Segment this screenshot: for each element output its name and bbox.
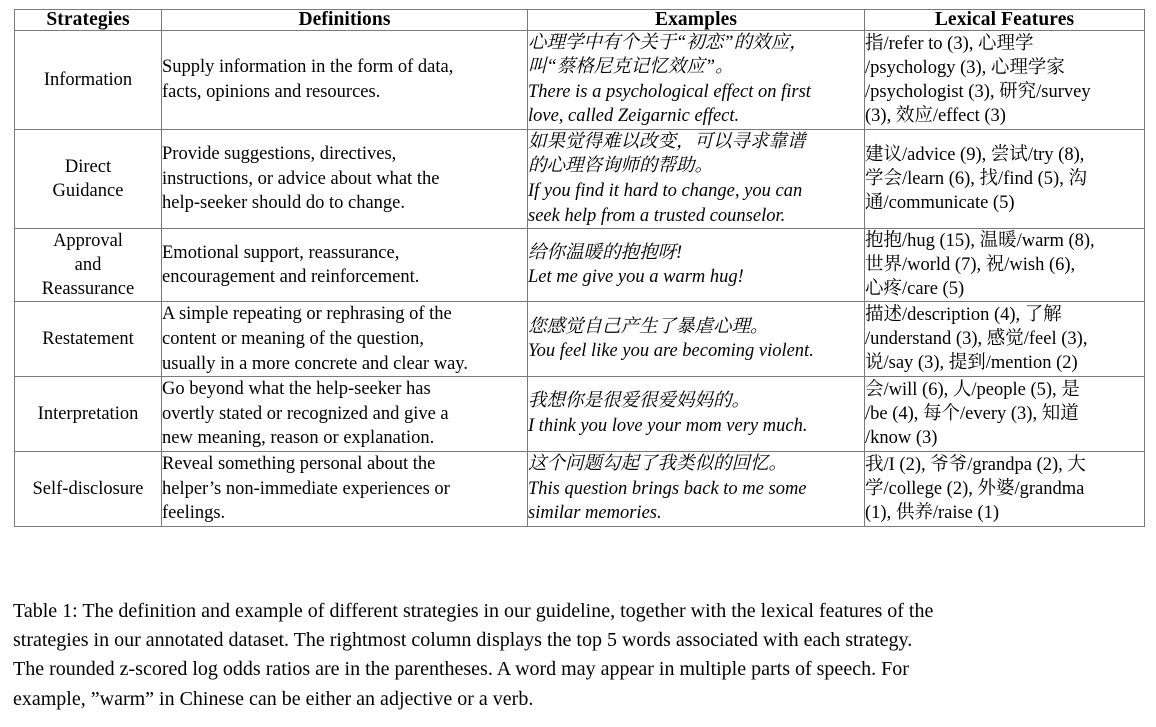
example-english-line: You feel like you are becoming violent.: [528, 341, 814, 362]
definition-cell: [162, 229, 528, 302]
lexical-line: /psychologist (3), 研究/survey: [865, 81, 1091, 102]
example-english-line: If you find it hard to change, you can: [528, 181, 803, 202]
lexical-line: 说/say (3), 提到/mention (2): [865, 353, 1078, 374]
strategy-label: Self-disclosure: [32, 478, 144, 499]
example-chinese-line: 您感觉自己产生了暴虐心理。: [528, 316, 769, 337]
lexical-line: (3), 效应/effect (3): [865, 105, 1006, 126]
lexical-features-cell: [865, 30, 1145, 129]
caption-line: strategies in our annotated dataset. The rightmost column displays the top 5 words associated with each strategy.: [13, 629, 913, 652]
definition-line: overtly stated or recognized and give a: [162, 403, 449, 424]
table-header: [15, 10, 1145, 31]
example-english-line: seek help from a trusted counselor.: [528, 205, 786, 226]
column-header-examples: Examples: [528, 10, 865, 31]
strategy-label: Reassurance: [41, 279, 135, 300]
lexical-features-cell: [865, 129, 1145, 228]
lexical-line: 建议/advice (9), 尝试/try (8),: [865, 144, 1085, 165]
definition-line: Reveal something personal about the: [162, 453, 436, 474]
example-english-line: This question brings back to me some: [528, 478, 807, 499]
definition-line: Go beyond what the help-seeker has: [162, 379, 431, 400]
definition-line: usually in a more concrete and clear way.: [162, 353, 468, 374]
strategy-name-cell: [15, 229, 162, 302]
lexical-line: 指/refer to (3), 心理学: [865, 33, 1034, 54]
example-chinese-line: 叫“蔡格尼克记忆效应”。: [528, 57, 734, 78]
definition-line: Provide suggestions, directives,: [162, 144, 397, 165]
lexical-line: /psychology (3), 心理学家: [865, 57, 1065, 78]
strategy-name-cell: [15, 30, 162, 129]
example-cell: [528, 229, 865, 302]
strategy-label: Interpretation: [37, 404, 139, 425]
example-chinese-line: 我想你是很爱很爱妈妈的。: [528, 391, 751, 412]
example-english-line: similar memories.: [528, 503, 662, 524]
column-header-strategies: Strategies: [15, 10, 162, 31]
example-cell: [528, 30, 865, 129]
table-row: [15, 229, 1145, 302]
table-row: [15, 377, 1145, 452]
lexical-line: 世界/world (7), 祝/wish (6),: [865, 255, 1076, 276]
example-cell: [528, 377, 865, 452]
table-1-container: [14, 9, 1144, 527]
strategy-name-cell: [15, 129, 162, 228]
definition-line: instructions, or advice about what the: [162, 168, 440, 189]
lexical-line: 抱抱/hug (15), 温暖/warm (8),: [865, 231, 1095, 252]
lexical-features-cell: [865, 377, 1145, 452]
strategy-name-cell: [15, 451, 162, 526]
example-cell: [528, 302, 865, 377]
lexical-line: (1), 供养/raise (1): [865, 502, 1000, 523]
definition-line: helper’s non-immediate experiences or: [162, 478, 450, 499]
table-row: [15, 302, 1145, 377]
definition-line: encouragement and reinforcement.: [162, 267, 420, 288]
example-cell: [528, 451, 865, 526]
table-body: [15, 30, 1145, 526]
table-row: [15, 451, 1145, 526]
example-chinese-line: 的心理咨询师的帮助。: [528, 156, 714, 177]
table-row: [15, 30, 1145, 129]
example-english-line: There is a psychological effect on first: [528, 81, 811, 102]
definition-line: A simple repeating or rephrasing of the: [162, 304, 452, 325]
example-english-line: I think you love your mom very much.: [528, 416, 808, 437]
caption-line: Table 1: The definition and example of different strategies in our guideline, together with the lexical features of the: [13, 600, 934, 622]
caption-line: The rounded z-scored log odds ratios are in the parentheses. A word may appear in multiple parts of speech. For: [13, 658, 909, 681]
table-header-row: [15, 10, 1145, 31]
strategy-label: Approval: [53, 231, 123, 252]
lexical-line: 学会/learn (6), 找/find (5), 沟: [865, 169, 1087, 190]
definition-cell: [162, 377, 528, 452]
strategies-table: [14, 9, 1145, 527]
example-cell: [528, 129, 865, 228]
example-chinese-line: 给你温暖的抱抱呀!: [528, 242, 683, 263]
example-chinese-line: 这个问题勾起了我类似的回忆。: [528, 453, 788, 474]
strategy-name-cell: [15, 377, 162, 452]
lexical-line: 心疼/care (5): [865, 279, 965, 300]
definition-line: new meaning, reason or explanation.: [162, 428, 435, 449]
example-english-line: love, called Zeigarnic effect.: [528, 106, 740, 127]
lexical-line: 学/college (2), 外婆/grandma: [865, 478, 1085, 499]
lexical-features-cell: [865, 451, 1145, 526]
example-english-line: Let me give you a warm hug!: [528, 267, 744, 288]
lexical-line: /be (4), 每个/every (3), 知道: [865, 404, 1079, 425]
table-caption: [13, 597, 1144, 714]
definition-cell: [162, 129, 528, 228]
strategy-name-cell: [15, 302, 162, 377]
definition-line: facts, opinions and resources.: [162, 81, 381, 102]
lexical-features-cell: [865, 302, 1145, 377]
lexical-line: /know (3): [865, 428, 938, 449]
strategy-label: Restatement: [42, 329, 134, 350]
lexical-line: /understand (3), 感觉/feel (3),: [865, 329, 1088, 350]
caption-line: example, ”warm” in Chinese can be either an adjective or a verb.: [13, 687, 534, 710]
column-header-definitions: Definitions: [162, 10, 528, 31]
column-header-lexical-features: Lexical Features: [865, 10, 1145, 31]
definition-line: Supply information in the form of data,: [162, 57, 454, 78]
example-chinese-line: 心理学中有个关于“初恋”的效应，: [528, 32, 808, 53]
definition-line: Emotional support, reassurance,: [162, 242, 400, 263]
strategy-label: and: [74, 255, 102, 276]
definition-line: content or meaning of the question,: [162, 328, 425, 349]
lexical-line: 描述/description (4), 了解: [865, 305, 1062, 326]
definition-cell: [162, 30, 528, 129]
lexical-features-cell: [865, 229, 1145, 302]
definition-line: help-seeker should do to change.: [162, 193, 405, 214]
definition-line: feelings.: [162, 503, 226, 524]
lexical-line: 我/I (2), 爷爷/grandpa (2), 大: [865, 454, 1086, 475]
table-row: [15, 129, 1145, 228]
lexical-line: 通/communicate (5): [865, 193, 1015, 214]
example-chinese-line: 如果觉得难以改变，可以寻求靠谱: [528, 131, 806, 152]
strategy-label: Information: [43, 69, 133, 90]
definition-cell: [162, 451, 528, 526]
strategy-label: Direct: [64, 157, 112, 178]
definition-cell: [162, 302, 528, 377]
lexical-line: 会/will (6), 人/people (5), 是: [865, 379, 1080, 400]
strategy-label: Guidance: [52, 181, 124, 202]
